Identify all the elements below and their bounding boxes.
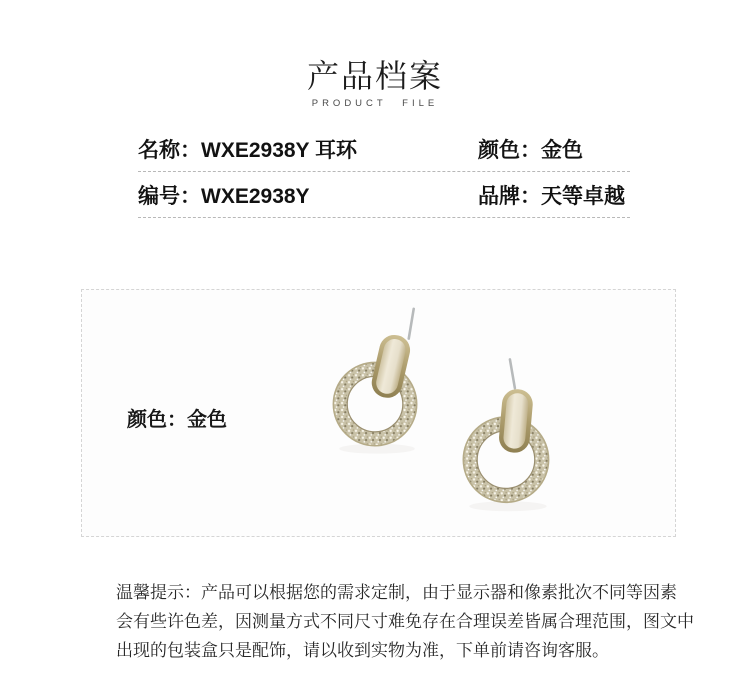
earring-right [463, 359, 548, 511]
spec-brand-label: 品牌： [478, 184, 541, 208]
spec-row-2 [138, 172, 630, 218]
tip-line-1: 温馨提示：产品可以根据您的需求定制，由于显示器和像素批次不同等因素 [116, 583, 677, 602]
page-title: 产品档案 [306, 58, 443, 94]
product-photo-box [81, 289, 676, 537]
spec-sku-label: 编号： [138, 184, 201, 208]
spec-color-value: 金色 [541, 138, 583, 162]
spec-sku [138, 180, 310, 210]
tip-line-3: 出现的包装盒只是配饰，请以收到实物为准，下单前请咨询客服。 [116, 641, 609, 660]
spec-sku-value: WXE2938Y [201, 184, 310, 208]
spec-color [478, 126, 583, 171]
page-subtitle: PRODUCT FILE [311, 98, 439, 109]
spec-table [138, 126, 630, 218]
spec-name-label: 名称： [138, 138, 201, 162]
spec-color-label: 颜色： [478, 138, 541, 162]
spec-brand-value: 天等卓越 [541, 184, 625, 208]
spec-name-value: WXE2938Y 耳环 [201, 138, 358, 162]
photo-color-label-key: 颜色： [127, 409, 187, 431]
earring-left [333, 309, 416, 454]
photo-color-label [127, 407, 227, 433]
tip-line-2: 会有些许色差，因测量方式不同尺寸难免存在合理误差皆属合理范围，图文中 [116, 612, 694, 631]
spec-row-1 [138, 126, 630, 172]
photo-color-label-value: 金色 [187, 409, 227, 431]
spec-brand [478, 172, 625, 217]
spec-name [138, 134, 357, 164]
warm-tips [116, 578, 694, 665]
header [0, 56, 750, 109]
